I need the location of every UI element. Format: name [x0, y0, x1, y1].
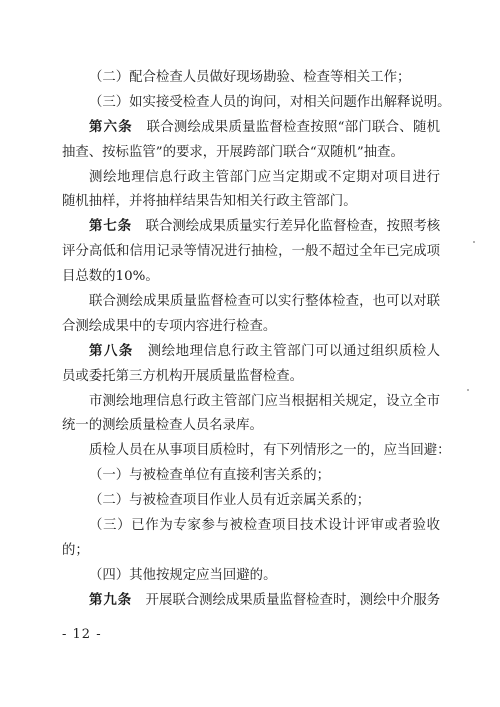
article-paragraph-line [62, 340, 440, 365]
paragraph-line [62, 265, 440, 290]
document-body [62, 66, 451, 614]
paragraph-line [62, 564, 440, 589]
line-text: （四）其他按规定应当回避的。 [89, 567, 277, 583]
paragraph-line [62, 539, 440, 564]
line-text: 测绘地理信息行政主管部门可以通过组织质检人 [133, 343, 441, 359]
paragraph-line [62, 166, 440, 191]
paragraph-line [62, 390, 440, 415]
line-text: 抽查、按标监管”的要求，开展跨部门联合“双随机”抽查。 [62, 144, 404, 160]
paragraph-line [62, 464, 440, 489]
line-text: 统一的测绘质量检查人员名录库。 [62, 418, 263, 434]
paragraph-line [62, 141, 440, 166]
paragraph-line [62, 290, 440, 315]
line-text: 联合测绘成果质量监督检查可以实行整体检查，也可以对联 [89, 294, 440, 310]
line-text: 市测绘地理信息行政主管部门应当根据相关规定，设立全市 [89, 393, 440, 409]
line-text: （三）如实接受检查人员的询问，对相关问题作出解释说明。 [89, 94, 451, 110]
line-text: 目总数的10%。 [62, 269, 159, 285]
line-text: （三）已作为专家参与被检查项目技术设计评审或者验收 [89, 518, 440, 534]
paragraph-line [62, 439, 451, 464]
article-paragraph-line [62, 116, 440, 141]
line-text: 联合测绘成果质量实行差异化监督检查，按照考核 [132, 219, 441, 235]
page-number: - 12 - [62, 627, 102, 642]
paragraph-line [62, 365, 440, 390]
article-heading: 第七条 [89, 219, 133, 235]
scan-speck [467, 389, 469, 391]
line-text: （一）与被检查单位有直接利害关系的； [89, 468, 331, 484]
paragraph-line [62, 414, 440, 439]
scan-speck [473, 241, 475, 243]
paragraph-line [62, 190, 440, 215]
line-text: （二）与被检查项目作业人员有近亲属关系的； [89, 493, 371, 509]
paragraph-line [62, 489, 440, 514]
line-text: 评分高低和信用记录等情况进行抽检，一般不超过全年已完成项 [62, 244, 440, 260]
paragraph-line [62, 514, 440, 539]
line-text: 合测绘成果中的专项内容进行检查。 [62, 318, 277, 334]
line-text: 随机抽样，并将抽样结果告知相关行政主管部门。 [62, 194, 357, 210]
article-heading: 第九条 [89, 592, 133, 608]
line-text: （二）配合检查人员做好现场勘验、检查等相关工作； [89, 70, 411, 85]
paragraph-line [62, 66, 440, 91]
article-heading: 第八条 [89, 343, 134, 359]
line-text: 的； [62, 542, 89, 558]
line-text: 开展联合测绘成果质量监督检查时，测绘中介服务 [132, 592, 441, 608]
paragraph-line [62, 315, 440, 340]
article-heading: 第六条 [89, 119, 133, 135]
article-paragraph-line [62, 589, 440, 614]
article-paragraph-line [62, 215, 440, 240]
line-text: 联合测绘成果质量监督检查按照“部门联合、随机 [132, 119, 440, 135]
line-text: 测绘地理信息行政主管部门应当定期或不定期对项目进行 [89, 169, 440, 185]
line-text: 质检人员在从事项目质检时，有下列情形之一的，应当回避： [89, 443, 451, 459]
line-text: 员或委托第三方机构开展质量监督检查。 [62, 368, 304, 384]
paragraph-line [62, 91, 451, 116]
paragraph-line [62, 240, 440, 265]
